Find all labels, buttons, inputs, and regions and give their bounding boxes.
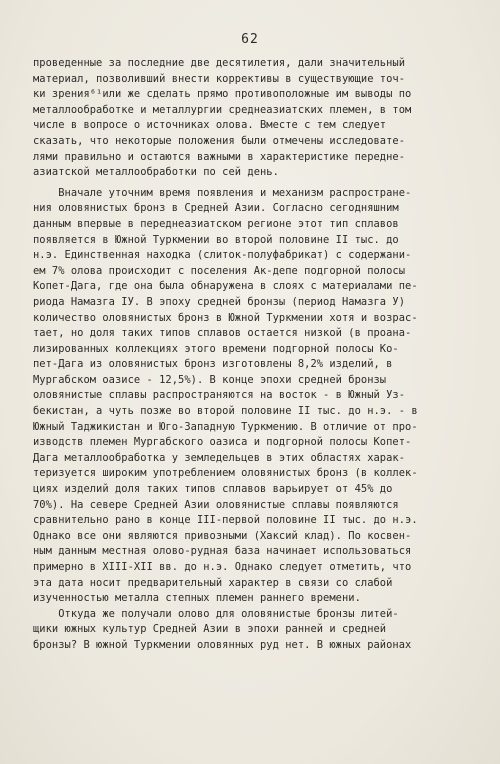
- text-line: изученностью металла степных племен раннего времени.: [33, 592, 361, 605]
- text-line: появляется в Южной Туркмении во второй половине II тыс. до: [33, 233, 399, 246]
- text-line: сравнительно рано в конце III-первой половине II тыс. до н.э.: [33, 514, 418, 527]
- text-line: проведенные за последние две десятилетия, дали значительный: [33, 57, 406, 69]
- text-line: изводств племен Мургабского оазиса и подгорной полосы Копет-: [33, 436, 412, 449]
- text-line: бекистан, а чуть позже во второй половине II тыс. до н.э. - в: [33, 405, 418, 418]
- text-line: риода Намазга IУ. В эпоху средней бронзы (период Намазга У): [33, 295, 406, 308]
- text-line: количество оловянистых бронз в Южной Туркмении хотя и возрас-: [33, 311, 418, 324]
- text-line: материал, позволивший внести коррективы в существующие точ-: [33, 72, 406, 85]
- text-line: Южный Таджикистан и Юго-Западную Туркмению. В отличие от про-: [33, 420, 418, 433]
- text-line: щики южных культур Средней Азии в эпохи ранней и средней: [33, 623, 387, 636]
- text-line: пет-Дага из оловянистых бронз изготовлены 8,2% изделий, в: [33, 358, 393, 371]
- text-line: 70%). На севере Средней Азии оловянистые сплавы появляются: [33, 498, 399, 511]
- body-text: [33, 56, 483, 669]
- text-line: числе в вопросе о источниках олова. Вместе с тем следует: [33, 119, 387, 132]
- text-line: Откуда же получали олово для оловянистые бронзы литей-: [33, 607, 399, 620]
- text-line: примерно в XIII-XII вв. до н.э. Однако следует отметить, что: [33, 561, 412, 573]
- text-line: эта дата носит предварительный характер в связи со слабой: [33, 576, 393, 589]
- page-number: 62: [241, 32, 259, 47]
- text-line: лизированных коллекциях этого времени подгорной полосы Ко-: [33, 342, 399, 355]
- text-line: оловянистые сплавы распространяются на восток - в Южный Уз-: [33, 389, 406, 402]
- text-line: ки зрения⁶¹или же сделать прямо противоположные им выводы по: [33, 88, 412, 101]
- text-line: циях изделий доля таких типов сплавов варьирует от 45% до: [33, 483, 393, 496]
- text-line: сказать, что некоторые положения были отмечены исследовате-: [33, 134, 406, 147]
- text-line: [33, 654, 483, 670]
- text-line: ния оловянистых бронз в Средней Азии. Согласно сегодняшним: [33, 202, 399, 215]
- text-line: азиатской металлообработки по сей день.: [33, 166, 279, 179]
- text-line: Вначале уточним время появления и механизм распростране-: [33, 186, 412, 199]
- text-line: Однако все они являются привозными (Хаксий клад). По косвен-: [33, 529, 412, 542]
- text-line: Мургабском оазисе - 12,5%). В конце эпохи средней бронзы: [33, 373, 387, 386]
- text-line: Дага металлообработка у земледельцев в этих областях харак-: [33, 451, 406, 464]
- text-line: бронзы? В южной Туркмении оловянных руд нет. В южных районах: [33, 638, 412, 651]
- text-line: ем 7% олова происходит с поселения Ак-депе подгорной полосы: [33, 264, 406, 277]
- text-line: теризуется широким употреблением оловянистых бронз (в коллек-: [33, 467, 418, 480]
- text-line: ным данным местная олово-рудная база начинает использоваться: [33, 545, 412, 558]
- text-line: Копет-Дага, где она была обнаружена в слоях с материалами пе-: [33, 280, 418, 293]
- text-line: металлообработке и металлургии среднеазиатских племен, в том: [33, 103, 412, 116]
- text-line: н.э. Единственная находка (слиток-полуфабрикат) с содержани-: [33, 249, 412, 262]
- text-line: данным впервые в переднеазиатском регионе этот тип сплавов: [33, 217, 399, 230]
- text-line: тает, но доля таких типов сплавов остается низкой (в проана-: [33, 327, 412, 340]
- text-line: лями правильно и остаются важными в характеристике передне-: [33, 150, 406, 163]
